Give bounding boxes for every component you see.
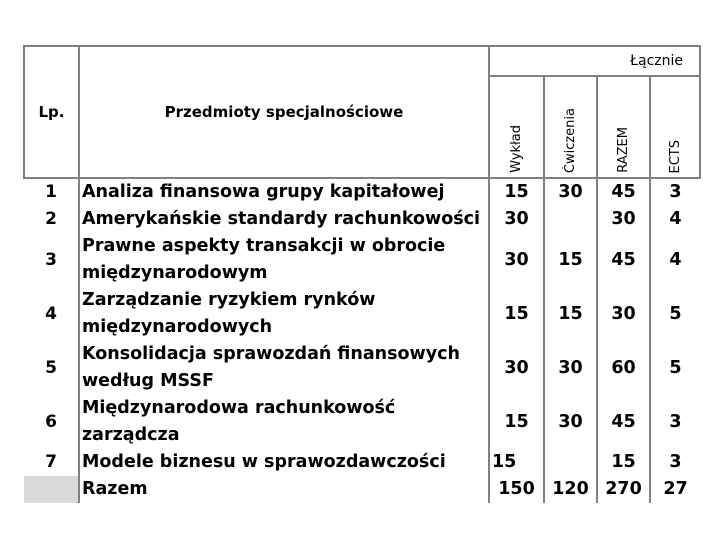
row-ects: 3 [650, 449, 700, 476]
row-razem: 45 [597, 233, 650, 287]
total-cwiczenia: 120 [544, 476, 597, 503]
total-razem: 270 [597, 476, 650, 503]
row-lp: 3 [45, 249, 57, 270]
row-wyklad: 15 [489, 395, 544, 449]
curriculum-table [23, 45, 701, 503]
header-cwiczenia [544, 76, 597, 178]
row-cwiczenia [544, 206, 597, 233]
row-razem: 30 [597, 287, 650, 341]
row-wyklad: 30 [489, 206, 544, 233]
row-subject-line: Konsolidacja sprawozdań finansowych [82, 344, 460, 364]
row-razem: 45 [597, 178, 650, 206]
row-ects: 4 [650, 233, 700, 287]
row-subject-line: Zarządzanie ryzykiem rynków [82, 290, 376, 310]
table-row [24, 287, 700, 341]
row-subject [79, 287, 489, 341]
row-lp: 6 [45, 411, 57, 432]
table-row [24, 395, 700, 449]
table-row [24, 178, 700, 206]
row-cwiczenia: 30 [544, 395, 597, 449]
row-cwiczenia: 30 [544, 178, 597, 206]
header-ects [650, 76, 700, 178]
row-subject-line: Analiza finansowa grupy kapitałowej [82, 182, 445, 202]
header-razem [597, 76, 650, 178]
table-row [24, 206, 700, 233]
total-wyklad: 150 [489, 476, 544, 503]
row-subject-line: międzynarodowym [82, 263, 268, 283]
table-row [24, 449, 700, 476]
row-lp: 7 [45, 452, 57, 472]
header-subjects: Przedmioty specjalnościowe [79, 46, 489, 178]
row-subject-line: według MSSF [82, 371, 214, 391]
total-ects: 27 [650, 476, 700, 503]
row-wyklad: 15 [489, 178, 544, 206]
header-cwiczenia-label: Ćwiczenia [563, 107, 578, 173]
row-ects: 3 [650, 395, 700, 449]
row-razem: 15 [597, 449, 650, 476]
row-subject [79, 206, 489, 233]
row-razem: 45 [597, 395, 650, 449]
total-lp-cell [24, 476, 79, 503]
row-subject-line: Prawne aspekty transakcji w obrocie [82, 236, 446, 256]
row-subject [79, 449, 489, 476]
table-row [24, 341, 700, 395]
row-subject-line: Modele biznesu w sprawozdawczości [82, 452, 446, 472]
header-ects-label: ECTS [667, 139, 683, 173]
row-cwiczenia: 15 [544, 233, 597, 287]
row-wyklad: 30 [489, 341, 544, 395]
header-razem-label: RAZEM [616, 127, 631, 173]
row-subject-line: Międzynarodowa rachunkowość [82, 398, 396, 418]
row-lp: 2 [45, 209, 57, 229]
header-wyklad-label: Wykład [509, 125, 524, 173]
header-wyklad [489, 76, 544, 178]
row-lp: 5 [45, 357, 57, 378]
header-lp: Lp. [24, 46, 79, 178]
header-lacznie: Łącznie [489, 46, 700, 76]
row-subject [79, 233, 489, 287]
row-wyklad: 30 [489, 233, 544, 287]
row-wyklad: 15 [489, 449, 544, 476]
row-lp: 1 [45, 182, 57, 202]
row-subject-line: zarządcza [82, 425, 180, 445]
row-subject [79, 395, 489, 449]
row-razem: 60 [597, 341, 650, 395]
row-subject [79, 178, 489, 206]
row-cwiczenia [544, 449, 597, 476]
row-ects: 5 [650, 341, 700, 395]
row-subject-line: międzynarodowych [82, 317, 273, 337]
row-ects: 4 [650, 206, 700, 233]
row-wyklad: 15 [489, 287, 544, 341]
row-cwiczenia: 30 [544, 341, 597, 395]
row-ects: 5 [650, 287, 700, 341]
row-razem: 30 [597, 206, 650, 233]
total-row [24, 476, 700, 503]
table-row [24, 233, 700, 287]
row-subject [79, 341, 489, 395]
total-label: Razem [79, 476, 489, 503]
row-subject-line: Amerykańskie standardy rachunkowości [82, 209, 481, 229]
row-lp: 4 [45, 303, 57, 324]
table-body [24, 178, 700, 503]
row-cwiczenia: 15 [544, 287, 597, 341]
row-ects: 3 [650, 178, 700, 206]
